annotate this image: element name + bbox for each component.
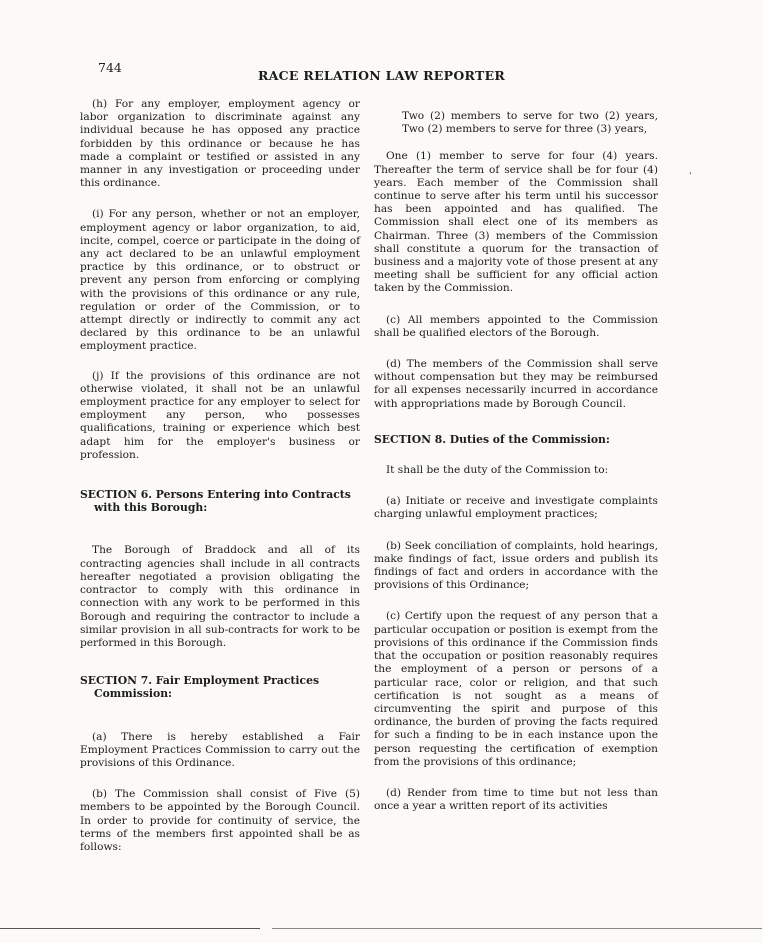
- section-7-heading: [80, 674, 360, 700]
- section-6-heading: [80, 488, 360, 514]
- section-8-intro: It shall be the duty of the Commission to:: [386, 464, 609, 477]
- bottom-rule-right: [272, 928, 762, 929]
- page-number: 744: [98, 60, 122, 75]
- member-terms-four: One (1) member to serve for four (4) years. Thereafter the term of service shall be for four (4) years. Each member of the Commission shall continue to serve after his term until his successor has been appointed and has qualified. The Commission shall elect one of its members as Chairman. Three (3) members of the Commission shall constitute a quorum for the transaction of business and a majority vote of those present at any meeting shall be sufficient for any official action taken by the Commission.: [374, 150, 658, 295]
- section-7-paragraph-b: (b) The Commission shall consist of Five (5) members to be appointed by the Borough Council. In order to provide for continuity of service, the terms of the members first appointed shall be as follows:: [80, 788, 360, 853]
- section-8-paragraph-c: (c) Certify upon the request of any person that a particular occupation or position is exempt from the provisions of this ordinance if the Commission finds that the occupation or position reasonably requires the employment of a person or persons of a particular race, color or religion, and that such certification is not sought as a means of circumventing the spirit and purpose of this ordinance, the burden of proving the facts required for such a finding to be in each instance upon the person requesting the certification of exemption from the provisions of this ordinance;: [374, 610, 658, 768]
- right-column: [374, 110, 658, 831]
- section-8-paragraph-d: (d) Render from time to time but not less than once a year a written report of its activities: [374, 786, 658, 813]
- section-7-heading-line2: Commission:: [94, 687, 173, 701]
- section-8-paragraph-a: (a) Initiate or receive and investigate complaints charging unlawful employment practices;: [374, 495, 658, 521]
- section-8-paragraph-b: (b) Seek conciliation of complaints, hold hearings, make findings of fact, issue orders and publish its findings of fact and orders in accordance with the provisions of this Ordinance;: [374, 539, 658, 592]
- paragraph-h: (h) For any employer, employment agency or labor organization to discriminate against any individual because he has opposed any practice forbidden by this ordinance or because he has made a complaint or testified or assisted in any manner in any investigation or proceeding under this ordinance.: [80, 98, 360, 190]
- section-6-heading-line2: with this Borough:: [94, 501, 208, 515]
- section-7-paragraph-c: (c) All members appointed to the Commission shall be qualified electors of the Borough.: [374, 313, 658, 339]
- section-7-heading-line1: SECTION 7. Fair Employment Practices: [80, 674, 320, 688]
- margin-mark: ': [689, 172, 692, 182]
- section-8-heading: SECTION 8. Duties of the Commission:: [374, 432, 610, 446]
- left-column: [80, 98, 360, 872]
- section-7-paragraph-a: (a) There is hereby established a Fair Employment Practices Commission to carry out the provisions of this Ordinance.: [80, 730, 360, 769]
- bottom-rule-left: [0, 928, 260, 929]
- paragraph-j: (j) If the provisions of this ordinance are not otherwise violated, it shall not be an unlawful employment practice for any employer to select for employment any person, who possesses qualifications, training or experience which best adapt him for the employer's business or profession.: [80, 369, 360, 461]
- member-terms-two-three: Two (2) members to serve for two (2) years, Two (2) members to serve for three (3) years,: [402, 110, 658, 136]
- section-7-paragraph-d: (d) The members of the Commission shall serve without compensation but they may be reimbursed for all expenses necessarily incurred in accordance with appropriations made by Borough Council.: [374, 358, 658, 410]
- section-6-body: The Borough of Braddock and all of its contracting agencies shall include in all contracts hereafter negotiated a provision obligating the contractor to comply with this ordinance in connection with any work to be performed in this Borough and requiring the contractor to include a similar provision in all sub-contracts for work to be performed in this Borough.: [80, 544, 360, 649]
- running-head: RACE RELATION LAW REPORTER: [258, 68, 506, 83]
- section-6-heading-line1: SECTION 6. Persons Entering into Contracts: [80, 488, 351, 502]
- paragraph-i: (i) For any person, whether or not an employer, employment agency or labor organization, to aid, incite, compel, coerce or participate in the doing of any act declared to be an unlawful employment practice by this ordinance, or to obstruct or prevent any person from enforcing or complying with the provisions of this ordinance or any rule, regulation or order of the Commission, or to attempt directly or indirectly to commit any act declared by this ordinance to be an unlawful employment practice.: [80, 208, 360, 353]
